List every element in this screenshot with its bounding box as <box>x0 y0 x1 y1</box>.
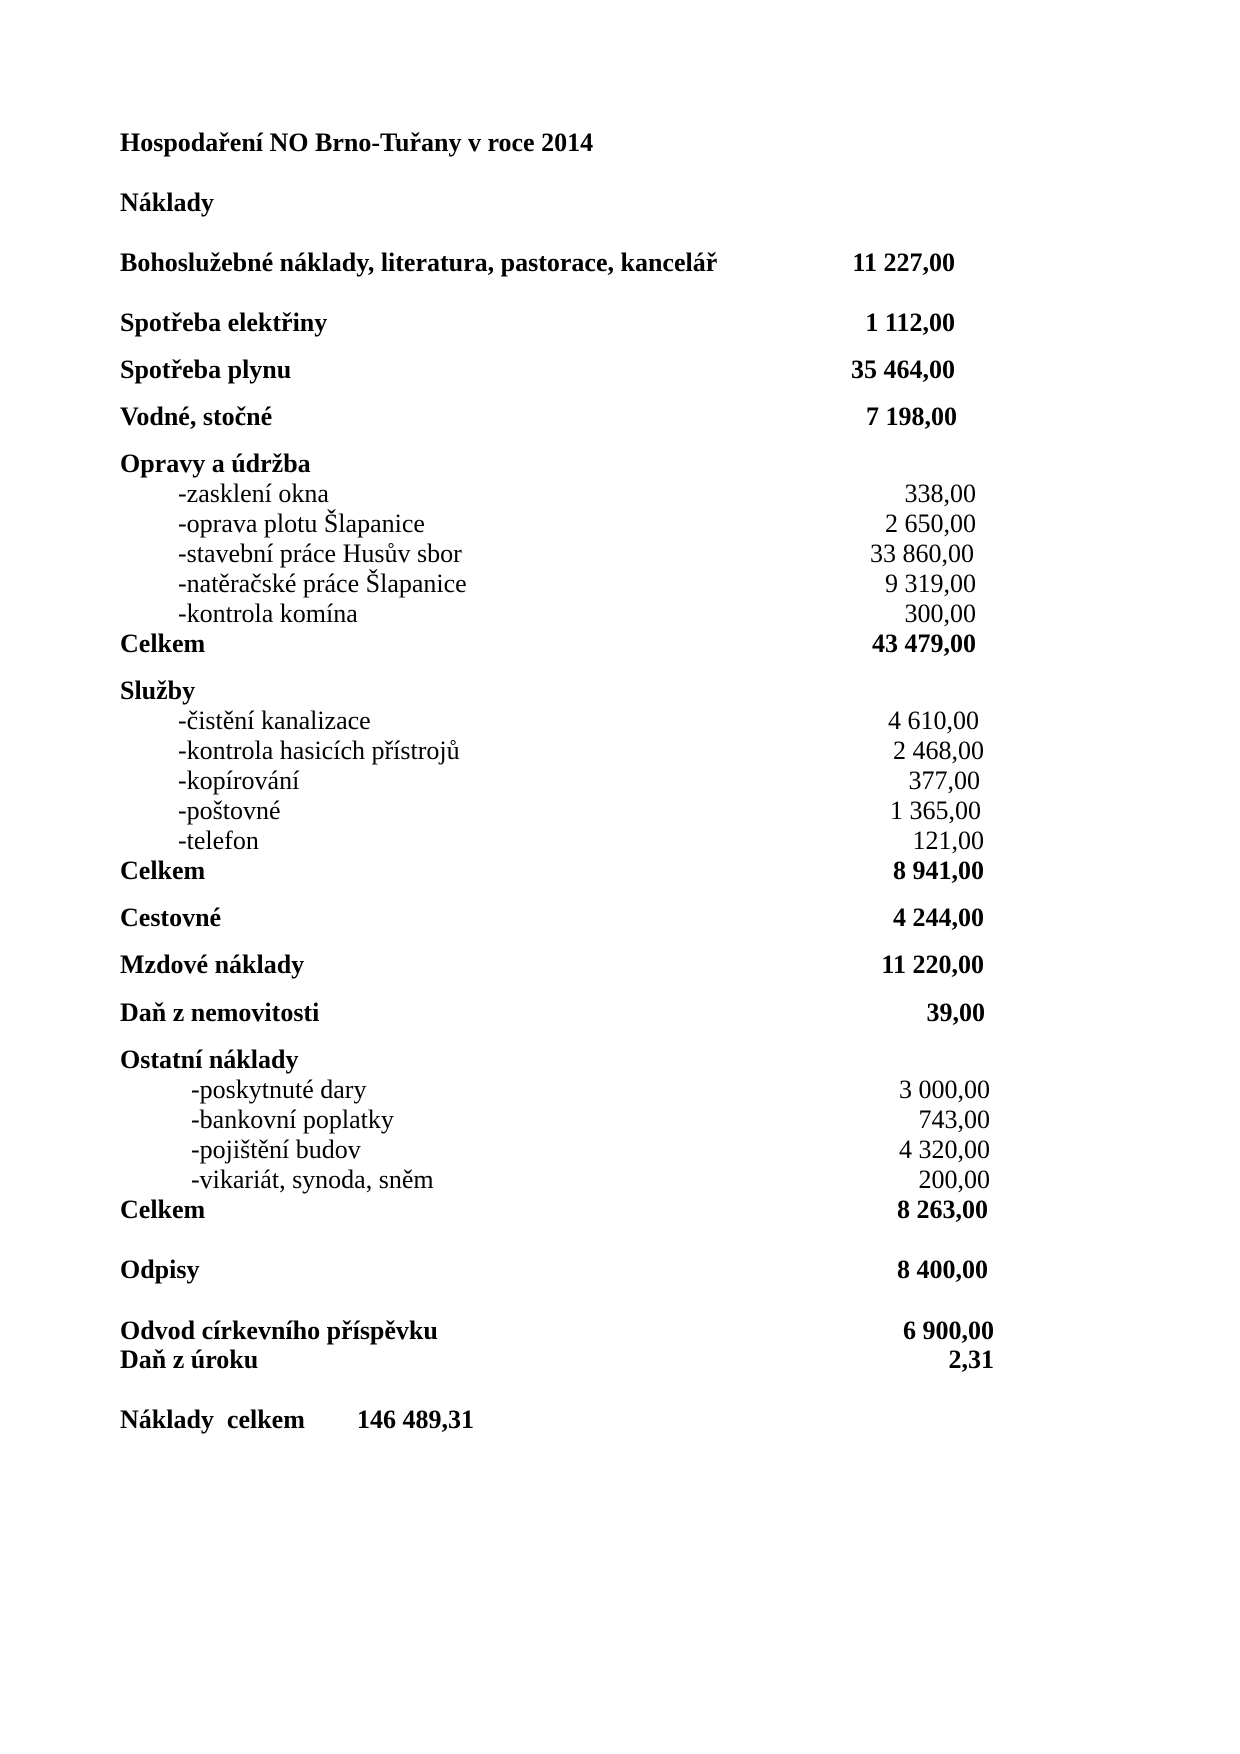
ostatni-heading: Ostatní náklady <box>120 1045 299 1074</box>
opravy-item-label: -kontrola komína <box>178 599 358 628</box>
sluzby-item-label: -kontrola hasicích přístrojů <box>178 736 460 765</box>
row-value-elektrina: 1 112,00 <box>865 308 955 337</box>
sluzby-item-label: -telefon <box>178 826 259 855</box>
row-value-odvod: 6 900,00 <box>903 1316 994 1345</box>
row-label-vodne: Vodné, stočné <box>120 402 273 431</box>
opravy-item-label: -oprava plotu Šlapanice <box>178 509 425 538</box>
row-label-odpisy: Odpisy <box>120 1255 200 1284</box>
opravy-total-value: 43 479,00 <box>872 629 976 658</box>
row-label-cestovne: Cestovné <box>120 903 222 932</box>
ostatni-item-value: 200,00 <box>918 1165 990 1194</box>
row-value-dan-uroku: 2,31 <box>948 1345 994 1374</box>
ostatni-item-label: -bankovní poplatky <box>191 1105 394 1134</box>
row-value-cestovne: 4 244,00 <box>893 903 984 932</box>
ostatni-item-label: -pojištění budov <box>191 1135 361 1164</box>
row-label-dan-nemovitosti: Daň z nemovitosti <box>120 998 320 1027</box>
row-value-bohosluzebne: 11 227,00 <box>852 248 955 277</box>
opravy-total-label: Celkem <box>120 629 206 658</box>
sluzby-item-label: -čistění kanalizace <box>178 706 371 735</box>
section-heading: Náklady <box>120 188 214 217</box>
ostatni-item-label: -poskytnuté dary <box>191 1075 367 1104</box>
row-label-elektrina: Spotřeba elektřiny <box>120 308 328 337</box>
row-value-odpisy: 8 400,00 <box>897 1255 988 1284</box>
opravy-item-value: 33 860,00 <box>870 539 974 568</box>
sluzby-item-value: 377,00 <box>908 766 980 795</box>
sluzby-item-label: -kopírování <box>178 766 300 795</box>
opravy-item-label: -zasklení okna <box>178 479 329 508</box>
opravy-item-label: -natěračské práce Šlapanice <box>178 569 467 598</box>
opravy-heading: Opravy a údržba <box>120 449 311 478</box>
sluzby-item-label: -poštovné <box>178 796 281 825</box>
sluzby-item-value: 121,00 <box>912 826 984 855</box>
row-label-plyn: Spotřeba plynu <box>120 355 292 384</box>
document-title: Hospodaření NO Brno-Tuřany v roce 2014 <box>120 128 594 157</box>
sluzby-total-label: Celkem <box>120 856 206 885</box>
opravy-item-label: -stavební práce Husův sbor <box>178 539 462 568</box>
sluzby-item-value: 4 610,00 <box>888 706 979 735</box>
grand-total-label: Náklady celkem <box>120 1405 305 1434</box>
sluzby-total-value: 8 941,00 <box>893 856 984 885</box>
sluzby-item-value: 2 468,00 <box>893 736 984 765</box>
ostatni-item-value: 743,00 <box>918 1105 990 1134</box>
opravy-item-value: 9 319,00 <box>885 569 976 598</box>
grand-total-value: 146 489,31 <box>357 1405 474 1434</box>
row-label-odvod: Odvod církevního příspěvku <box>120 1316 438 1345</box>
sluzby-item-value: 1 365,00 <box>890 796 981 825</box>
opravy-item-value: 300,00 <box>904 599 976 628</box>
ostatni-total-value: 8 263,00 <box>897 1195 988 1224</box>
ostatni-item-label: -vikariát, synoda, sněm <box>191 1165 434 1194</box>
row-value-vodne: 7 198,00 <box>866 402 957 431</box>
ostatni-item-value: 3 000,00 <box>899 1075 990 1104</box>
opravy-item-value: 338,00 <box>904 479 976 508</box>
row-label-mzdove: Mzdové náklady <box>120 950 305 979</box>
sluzby-heading: Služby <box>120 676 196 705</box>
opravy-item-value: 2 650,00 <box>885 509 976 538</box>
row-value-dan-nemovitosti: 39,00 <box>926 998 985 1027</box>
row-value-mzdove: 11 220,00 <box>881 950 984 979</box>
row-value-plyn: 35 464,00 <box>851 355 955 384</box>
ostatni-total-label: Celkem <box>120 1195 206 1224</box>
ostatni-item-value: 4 320,00 <box>899 1135 990 1164</box>
row-label-bohosluzebne: Bohoslužebné náklady, literatura, pastorace, kancelář <box>120 248 718 277</box>
row-label-dan-uroku: Daň z úroku <box>120 1345 259 1374</box>
